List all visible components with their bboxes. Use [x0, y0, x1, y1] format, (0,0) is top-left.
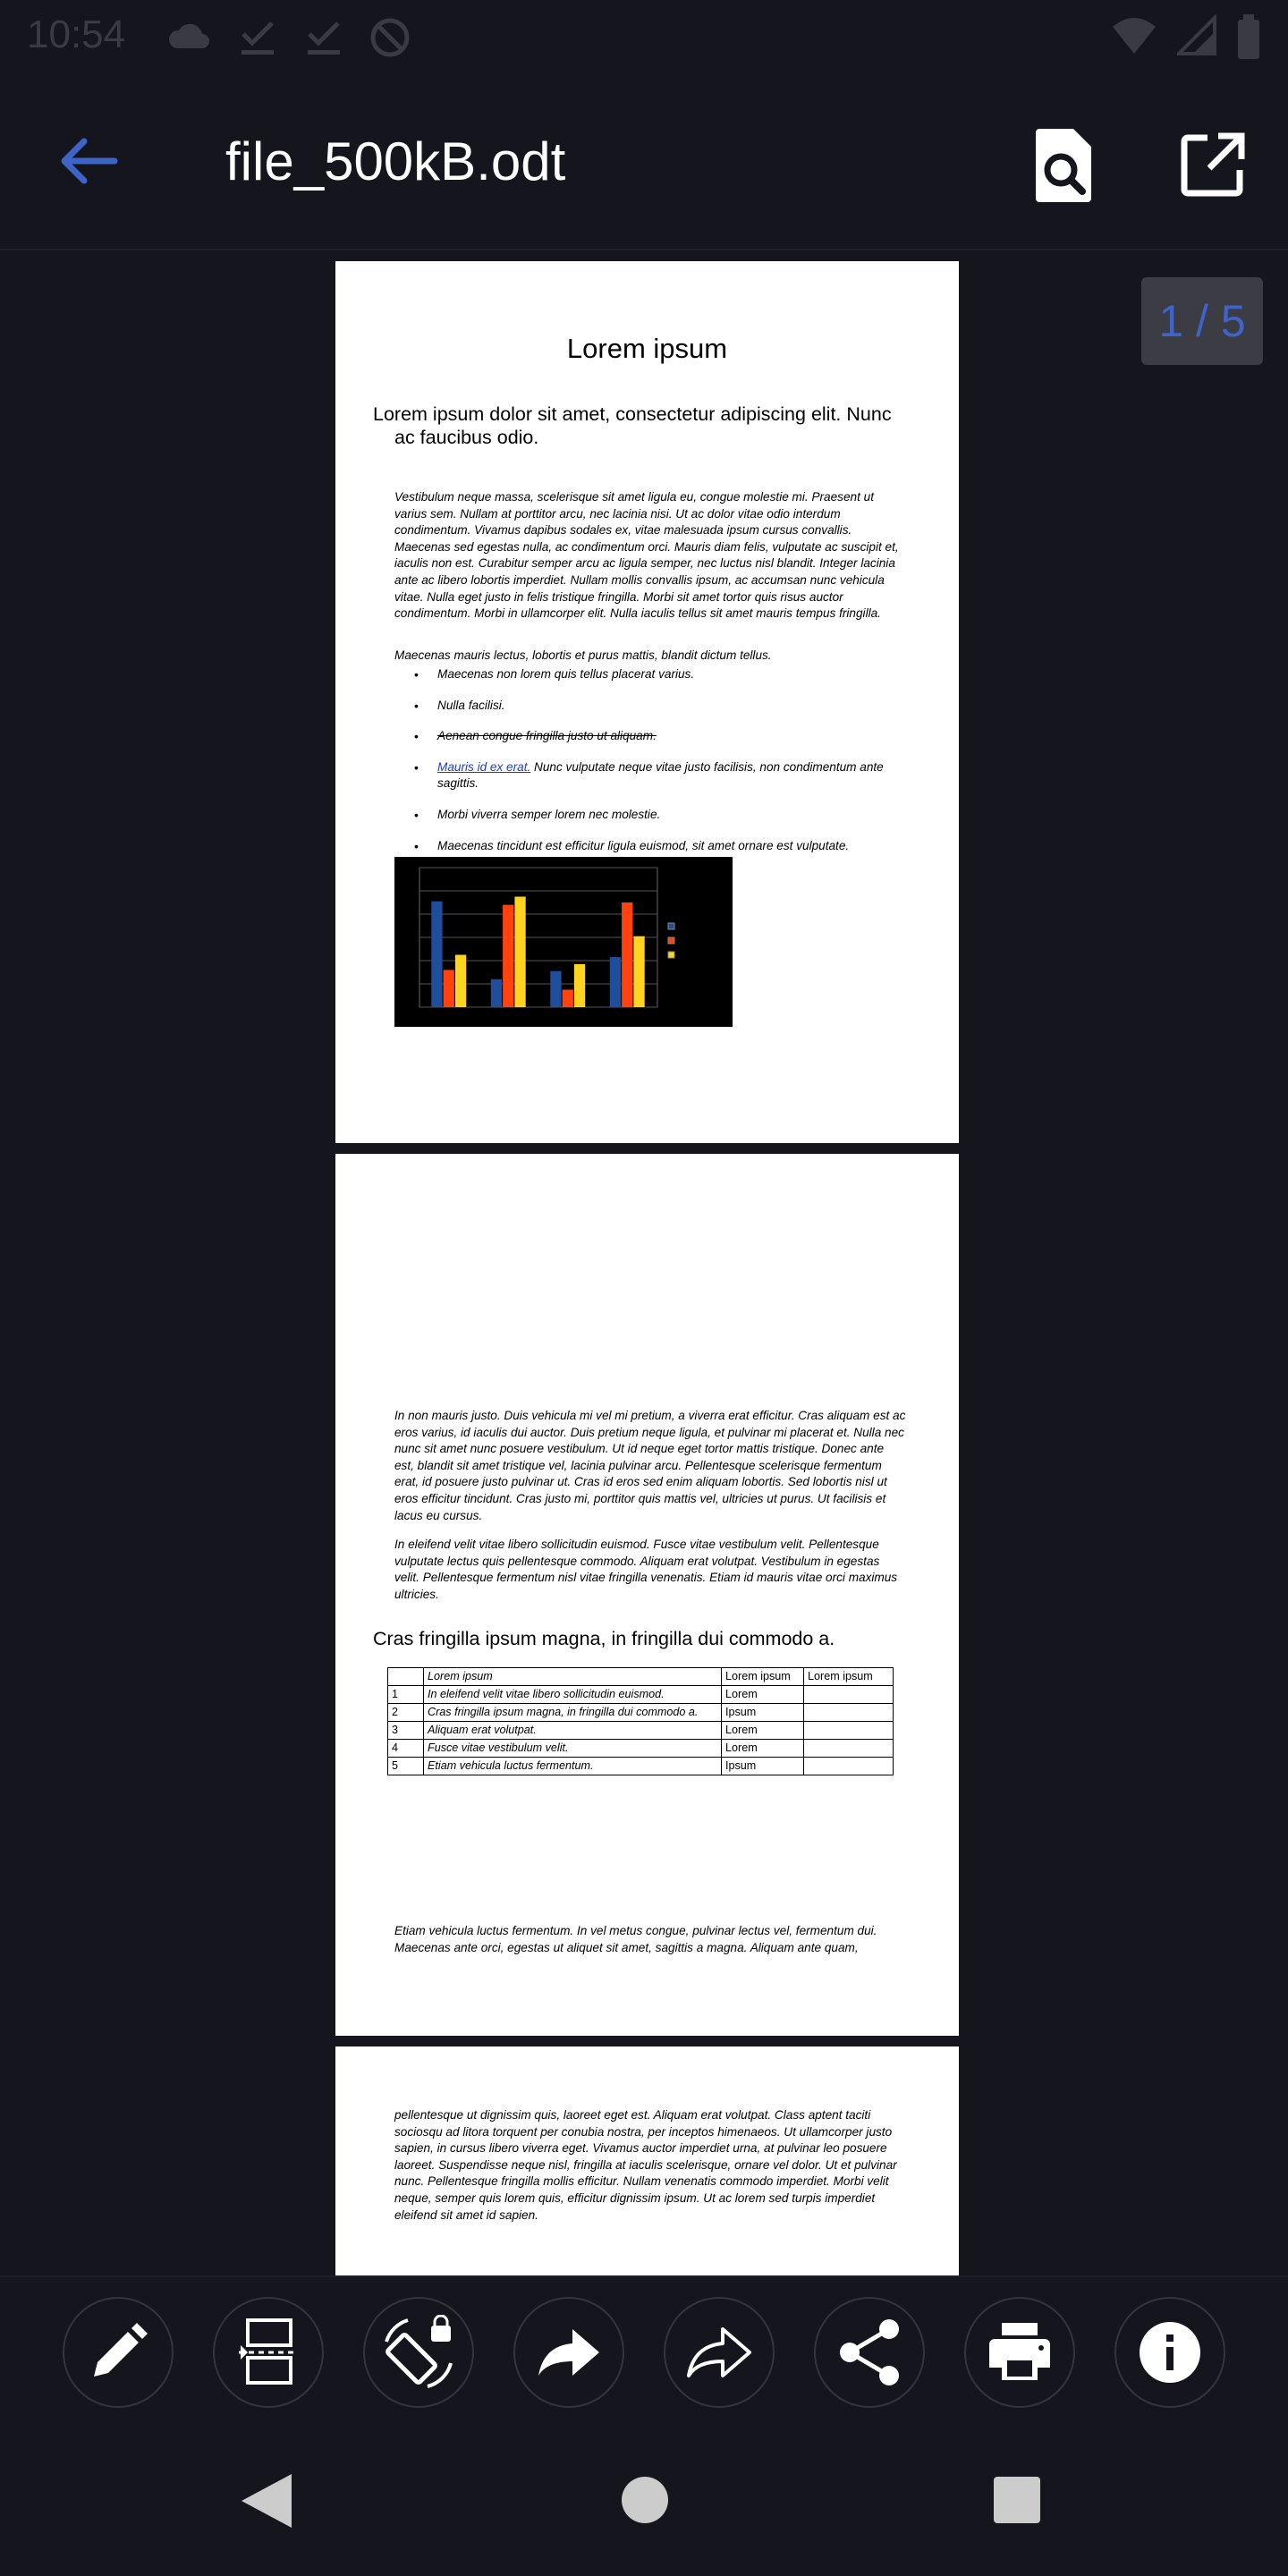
do-not-disturb-icon [369, 16, 411, 64]
paragraph: Vestibulum neque massa, scelerisque sit amet ligula eu, congue molestie mi. Praesent ut varius sem. Nullam at porttitor arcu, nec lacinia nisi. Ut ac dolor vitae odio interdum condimentum. Vivamus dapibus sodales ex, vitae malesuada ipsum cursus convallis. Maecenas sed egestas nulla, ac condimentum orci. Mauris diam felis, vulputate ac suscipit et, iaculis non est. Curabitur semper arcu ac ligula semper, nec luctus nisl blandit. Integer lacinia ante ac libero lobortis imperdiet. Nullam mollis convallis ipsum, ac accumsan nunc vehicula vitae. Nulla eget justo in felis tristique fringilla. Morbi sit amet tortor quis risus auctor condimentum. Morbi in ullamcorper elit. Nulla iaculis tellus sit amet mauris tempus fringilla. [394, 490, 899, 621]
table-cell [804, 1740, 894, 1758]
nav-recents-icon [993, 2476, 1041, 2524]
embedded-chart [394, 857, 733, 1027]
chart-bar [455, 955, 466, 1008]
document-viewer[interactable] [0, 252, 1288, 2275]
signal-icon [1177, 14, 1216, 65]
forward-outline-button[interactable] [664, 2297, 775, 2408]
document-heading: Lorem ipsum dolor sit amet, consectetur adipiscing elit. Nunc ac faucibus odio. [373, 403, 892, 448]
table-cell [804, 1686, 894, 1704]
share-button[interactable] [814, 2297, 925, 2408]
table-cell: Lorem [722, 1686, 804, 1704]
list-item: • Aenean congue fringilla justo ut aliquam. [414, 728, 906, 745]
table-cell: 4 [388, 1740, 424, 1758]
document-page-1 [335, 261, 959, 1143]
status-time: 10:54 [27, 13, 126, 56]
table-cell [804, 1704, 894, 1722]
list-item: • Maecenas non lorem quis tellus placerat varius. [414, 666, 906, 683]
wifi-icon [1111, 14, 1157, 65]
chart-bar [491, 979, 502, 1007]
paragraph: pellentesque ut dignissim quis, laoreet eget est. Aliquam erat volutpat. Class aptent taciti sociosqu ad litora torquent per conubia nostra, per inceptos himenaeos. Ut ullamcorper justo sapien, in cursus libero viverra eget. Vivamus auctor imperdiet urna, at pulvinar leo posuere laoreet. Suspendisse neque nisl, fringilla at iaculis scelerisque, ornare vel dolor. Ut et pulvinar nunc. Pellentesque fringilla mollis efficitur. Nullam venenatis commodo imperdiet. Morbi velit neque, semper quis lorem quis, efficitur dignissim ipsum. Ut ac lorem sed turpis imperdiet eleifend sit amet id sapien. [394, 2108, 897, 2222]
table-cell: Lorem [722, 1722, 804, 1740]
rotation-lock-icon [381, 2315, 456, 2390]
system-icons [1111, 14, 1261, 65]
table-cell: 3 [388, 1722, 424, 1740]
edit-icon [87, 2321, 149, 2384]
chart-bar [514, 897, 525, 1008]
chart-bar [610, 957, 621, 1007]
chart-legend-key [668, 952, 674, 958]
chart-bar [622, 902, 632, 1007]
check-download-icon [302, 16, 345, 64]
paragraph: In non mauris justo. Duis vehicula mi vel mi pretium, a viverra erat efficitur. Cras aliquam est ac eros varius, id iaculis dui auctor. Duis pretium neque ligula, et pulvinar mi placerat et. Nulla nec nunc sit amet nunc posuere vestibulum. Ut id neque eget tortor mattis tristique. Donec ante est, blandit sit amet tristique vel, lacinia pulvinar arcu. Pellentesque scelerisque fermentum erat, id posuere justo pulvinar ut. Cras id eros sed enim aliquam lobortis. Sed lobortis nisl ut eros efficitur tincidunt. Cras justo mi, porttitor quis mattis vel, ultricies ut purus. Ut facilisis et lacus eu cursus. [394, 1409, 906, 1522]
notification-icons [166, 16, 411, 64]
bottom-toolbar [0, 2275, 1288, 2428]
navigation-bar [0, 2429, 1288, 2576]
table-cell: Aliquam erat volutpat. [424, 1722, 722, 1740]
table-row [388, 1758, 894, 1775]
document-title: Lorem ipsum [566, 333, 728, 364]
table-cell: Fusce vitae vestibulum velit. [424, 1740, 722, 1758]
open-external-button[interactable] [1177, 129, 1249, 200]
chart-legend-key [668, 937, 674, 944]
table-header-cell: Lorem ipsum [804, 1668, 894, 1686]
document-link[interactable]: Mauris id ex erat. [437, 759, 531, 774]
forward-outline-icon [687, 2326, 751, 2379]
check-download-icon [236, 16, 279, 64]
app-bar [0, 75, 1288, 250]
table-header-cell: Lorem ipsum [722, 1668, 804, 1686]
table-row [388, 1704, 894, 1722]
battery-icon [1236, 14, 1261, 65]
file-title: file_500kB.odt [225, 131, 566, 191]
arrow-left-icon [52, 123, 127, 199]
page-indicator: 1 / 5 [1141, 277, 1263, 365]
table-cell: Ipsum [722, 1704, 804, 1722]
table-cell: 1 [388, 1686, 424, 1704]
table-header-cell [388, 1668, 424, 1686]
forward-filled-button[interactable] [513, 2297, 624, 2408]
chart-bar [633, 936, 644, 1007]
table-cell: 2 [388, 1704, 424, 1722]
section-heading: Cras fringilla ipsum magna, in fringilla dui commodo a. [373, 1628, 835, 1649]
table-row [388, 1740, 894, 1758]
document-table [387, 1667, 894, 1775]
chart-legend-key [668, 923, 674, 929]
table-cell: Lorem [722, 1740, 804, 1758]
list-item: • Mauris id ex erat. Nunc vulputate neque vitae justo facilisis, non condimentum ante sagittis. [414, 759, 906, 792]
status-bar [0, 0, 1288, 75]
bullet-list [414, 666, 906, 869]
print-button[interactable] [964, 2297, 1075, 2408]
table-cell: Cras fringilla ipsum magna, in fringilla dui commodo a. [424, 1704, 722, 1722]
share-icon [837, 2318, 902, 2386]
list-item: • Nulla facilisi. [414, 698, 906, 715]
nav-home-button[interactable] [621, 2476, 669, 2524]
edit-button[interactable] [63, 2297, 174, 2408]
back-button[interactable] [52, 123, 127, 199]
bar-chart [394, 857, 733, 1027]
table-cell [804, 1722, 894, 1740]
forward-filled-icon [537, 2326, 601, 2379]
paragraph: Maecenas mauris lectus, lobortis et purus mattis, blandit dictum tellus. [394, 648, 772, 662]
table-cell: In eleifend velit vitae libero sollicitudin euismod. [424, 1686, 722, 1704]
chart-bar [550, 971, 561, 1007]
search-document-button[interactable] [1027, 125, 1102, 206]
nav-back-button[interactable] [240, 2472, 293, 2529]
document-page-2 [335, 1154, 959, 2036]
table-cell: Ipsum [722, 1758, 804, 1775]
chart-bar [444, 970, 454, 1007]
list-item: • Maecenas tincidunt est efficitur ligula euismod, sit amet ornare est vulputate. [414, 838, 906, 855]
table-header-row [388, 1668, 894, 1686]
rotation-lock-button[interactable] [363, 2297, 474, 2408]
nav-back-icon [240, 2472, 293, 2529]
open-external-icon [1177, 129, 1249, 200]
page-layout-icon [237, 2317, 300, 2388]
chart-bar [574, 964, 585, 1007]
info-icon [1138, 2320, 1202, 2385]
chart-bar [503, 905, 513, 1007]
document-page-3 [335, 2046, 959, 2275]
paragraph: Etiam vehicula luctus fermentum. In vel metus congue, pulvinar lectus vel, fermentum dui. Maecenas ante orci, egestas ut aliquet sit amet, sagittis a magna. Aliquam ante quam, [394, 1924, 877, 1954]
table-row [388, 1686, 894, 1704]
page-layout-button[interactable] [213, 2297, 324, 2408]
table-row [388, 1722, 894, 1740]
table-cell [804, 1758, 894, 1775]
cloud-icon [166, 16, 213, 64]
print-icon [987, 2321, 1052, 2384]
table-cell: Etiam vehicula luctus fermentum. [424, 1758, 722, 1775]
chart-bar [431, 902, 442, 1007]
table-header-cell: Lorem ipsum [424, 1668, 722, 1686]
table-cell: 5 [388, 1758, 424, 1775]
paragraph: In eleifend velit vitae libero sollicitudin euismod. Fusce vitae vestibulum velit. Pellentesque vulputate lectus quis pellentesque commodo. Aliquam erat volutpat. Vestibulum in egestas velit. Pellentesque fermentum nisl vitae fringilla venenatis. Etiam id mauris vitae orci maximus ultricies. [394, 1538, 898, 1601]
chart-bar [563, 990, 573, 1008]
info-button[interactable] [1114, 2297, 1225, 2408]
search-document-icon [1027, 125, 1102, 206]
nav-recents-button[interactable] [993, 2476, 1041, 2524]
nav-home-icon [621, 2476, 669, 2524]
list-item: • Morbi viverra semper lorem nec molestie. [414, 807, 906, 824]
